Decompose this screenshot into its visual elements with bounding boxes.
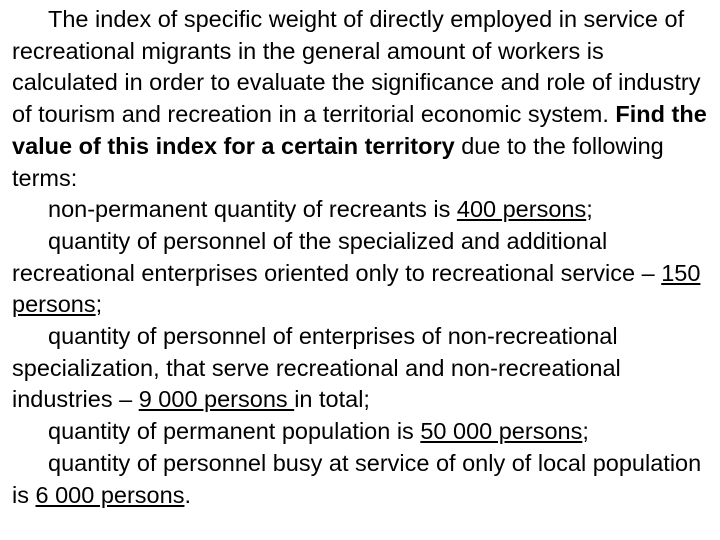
term-value: 400 persons	[456, 196, 587, 223]
term-value: 6 000 persons	[35, 481, 185, 508]
term-text: quantity of personnel of the specialized and additional recreational enterprises oriented only to recreational service –	[12, 227, 662, 286]
term-local-service-personnel	[12, 448, 710, 511]
term-specialized-personnel	[12, 226, 710, 321]
problem-intro: The index of specific weight of directly employed in service of recreational migrants in the general amount of workers is calculated in order to evaluate the significance and role of industry of tourism and recreation in a territorial economic system.	[12, 6, 701, 128]
problem-task: Find the value of this index for a certain territory	[12, 101, 707, 159]
term-text: non-permanent quantity of recreants is	[48, 196, 457, 223]
term-punct: ;	[586, 196, 593, 223]
term-nonrecreational-personnel	[12, 321, 710, 416]
term-punct: .	[184, 481, 191, 508]
term-permanent-population	[12, 416, 710, 448]
term-text: quantity of permanent population is	[48, 418, 421, 445]
term-recreants	[12, 194, 710, 226]
problem-tail: due to the following terms:	[12, 132, 664, 191]
term-punct: in total;	[294, 386, 370, 413]
problem-statement	[12, 4, 710, 194]
term-punct: ;	[582, 418, 589, 445]
term-value: 150 persons	[12, 259, 701, 318]
term-text: quantity of personnel busy at service of only of local population is	[12, 449, 702, 508]
term-value: 9 000 persons	[138, 386, 295, 413]
term-text: quantity of personnel of enterprises of non-recreational specialization, that serve recreational and non-recreational industries –	[12, 323, 621, 413]
term-punct: ;	[95, 291, 103, 318]
term-value: 50 000 persons	[420, 418, 583, 445]
